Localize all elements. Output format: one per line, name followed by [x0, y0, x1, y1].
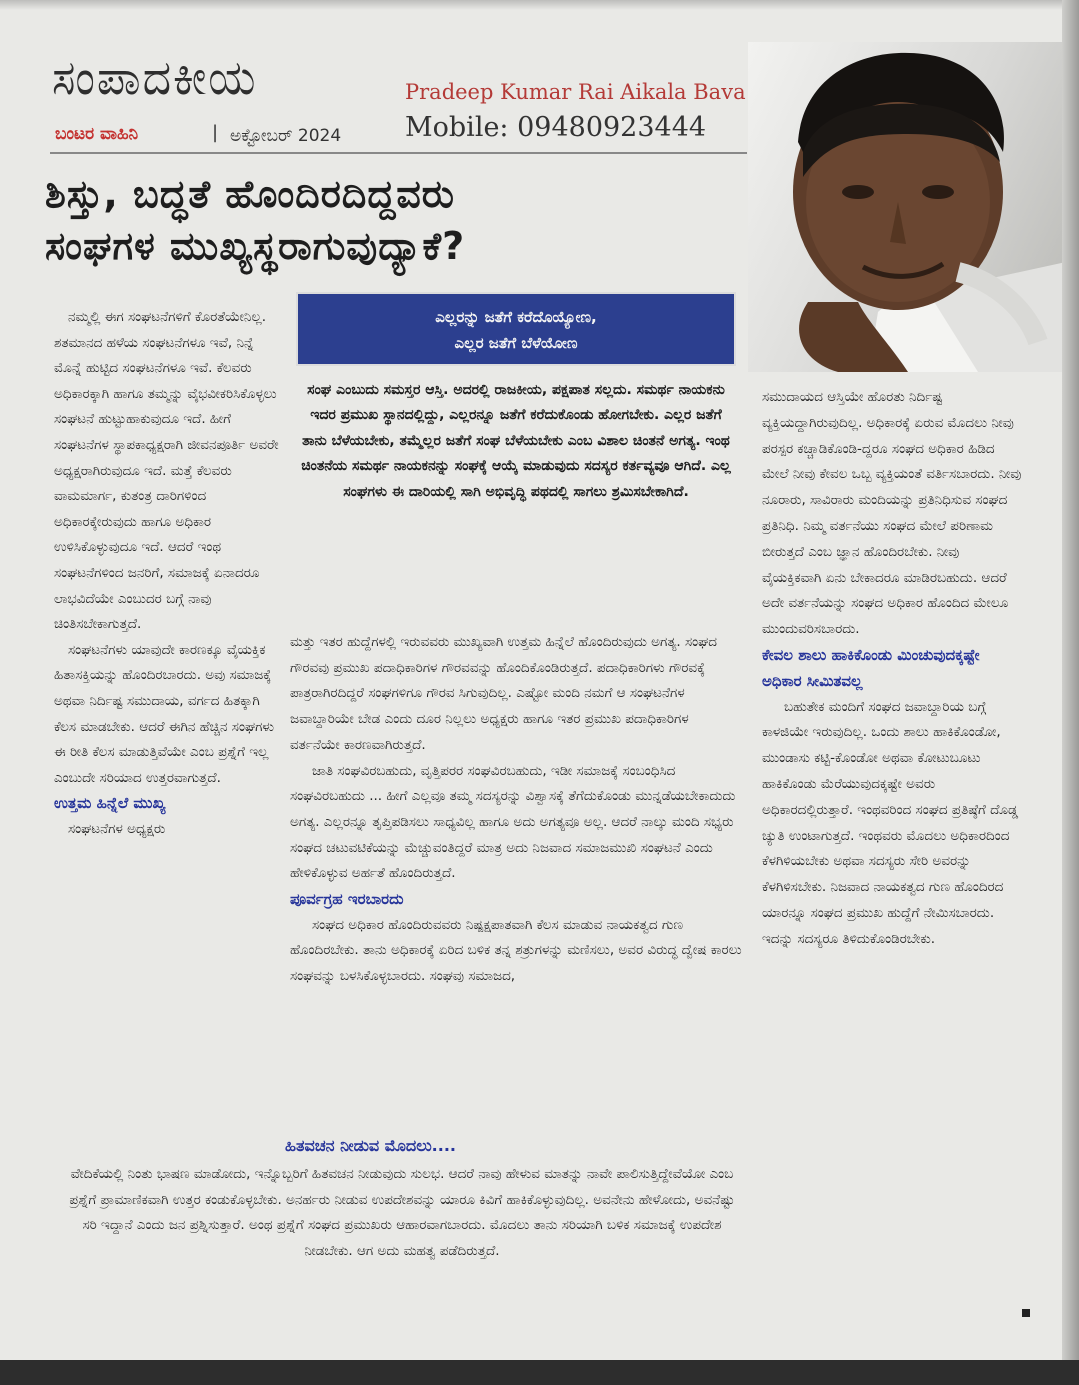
col3-paragraph-1: ಸಮುದಾಯದ ಆಸ್ತಿಯೇ ಹೊರತು ನಿರ್ದಿಷ್ಟ ವ್ಯಕ್ತಿಯದ್ದಾಗಿರುವುದಿಲ್ಲ. ಅಧಿಕಾರಕ್ಕೆ ಏರುವ ಮೊದಲು ನೀವು ಪರಸ್ಪರ ಕಚ್ಚಾಡಿಕೊಂಡಿ-ದ್ದರೂ ಸಂಘದ ಅಧಿಕಾರ ಹಿಡಿದ ಮೇಲೆ ನೀವು ಕೇವಲ ಒಬ್ಬ ವ್ಯಕ್ತಿಯಂತೆ ವರ್ತಿಸಬಾರದು. ನೀವು ನೂರಾರು, ಸಾವಿರಾರು ಮಂದಿಯನ್ನು ಪ್ರತಿನಿಧಿಸುವ ಸಂಘದ ಪ್ರತಿನಿಧಿ. ನಿಮ್ಮ ವರ್ತನೆಯು ಸಂಘದ ಮೇಲೆ ಪರಿಣಾಮ ಬೀರುತ್ತದೆ ಎಂಬ ಜ್ಞಾನ ಹೊಂದಿರಬೇಕು. ನೀವು ವೈಯಕ್ತಿಕವಾಗಿ ಏನು ಬೇಕಾದರೂ ಮಾಡಿರಬಹುದು. ಆದರೆ ಅದೇ ವರ್ತನೆಯನ್ನು ಸಂಘದ ಅಧಿಕಾರ ಹೊಂದಿದ ಮೇಲೂ ಮುಂದುವರಿಸಬಾರದು.: [762, 389, 1022, 638]
author-name: Pradeep Kumar Rai Aikala Bava: [405, 80, 746, 104]
brand-name: ಬಂಟರ ವಾಹಿನಿ: [55, 124, 139, 144]
lead-paragraph: ಸಂಘ ಎಂಬುದು ಸಮಸ್ತರ ಆಸ್ತಿ. ಅದರಲ್ಲಿ ರಾಜಕೀಯ, ಪಕ್ಷಪಾತ ಸಲ್ಲದು. ಸಮರ್ಥ ನಾಯಕನು ಇದರ ಪ್ರಮುಖ ಸ್ಥಾನದಲ್ಲಿದ್ದು, ಎಲ್ಲರನ್ನೂ ಜತೆಗೆ ಕರೆದುಕೊಂಡು ಹೋಗಬೇಕು. ಎಲ್ಲರ ಜತೆಗೆ ತಾನು ಬೆಳೆಯಬೇಕು, ತಮ್ಮೆಲ್ಲರ ಜತೆಗೆ ಸಂಘ ಬೆಳೆಯಬೇಕು ಎಂಬ ವಿಶಾಲ ಚಿಂತನೆ ಅಗತ್ಯ. ಇಂಥ ಚಿಂತನೆಯ ಸಮರ್ಥ ನಾಯಕನನ್ನು ಸಂಘಕ್ಕೆ ಆಯ್ಕೆ ಮಾಡುವುದು ಸದಸ್ಯರ ಕರ್ತವ್ಯವೂ ಆಗಿದೆ. ಎಲ್ಲ ಸಂಘಗಳು ಈ ದಾರಿಯಲ್ಲಿ ಸಾಗಿ ಅಭಿವೃದ್ಧಿ ಪಥದಲ್ಲಿ ಸಾಗಲು ಶ್ರಮಿಸಬೇಕಾಗಿದೆ.: [301, 382, 731, 500]
article-column-3: [762, 385, 1022, 953]
issue-date: ಅಕ್ಟೋಬರ್ 2024: [230, 126, 342, 146]
bottom-paragraph: ವೇದಿಕೆಯಲ್ಲಿ ನಿಂತು ಭಾಷಣ ಮಾಡೋದು, ಇನ್ನೊಬ್ಬರಿಗೆ ಹಿತವಚನ ನೀಡುವುದು ಸುಲಭ. ಆದರೆ ನಾವು ಹೇಳುವ ಮಾತನ್ನು ನಾವೇ ಪಾಲಿಸುತ್ತಿದ್ದೇವೆಯೋ ಎಂಬ ಪ್ರಶ್ನೆಗೆ ಪ್ರಾಮಾಣಿಕವಾಗಿ ಉತ್ತರ ಕಂಡುಕೊಳ್ಳಬೇಕು. ಅನರ್ಹರು ನೀಡುವ ಉಪದೇಶವನ್ನು ಯಾರೂ ಕಿವಿಗೆ ಹಾಕಿಕೊಳ್ಳುವುದಿಲ್ಲ. ಅವನೇನು ಹೇಳೋದು, ಅವನೆಷ್ಟು ಸರಿ ಇದ್ದಾನೆ ಎಂದು ಜನ ಪ್ರಶ್ನಿಸುತ್ತಾರೆ. ಅಂಥ ಪ್ರಶ್ನೆಗೆ ಸಂಘದ ಪ್ರಮುಖರು ಆಹಾರವಾಗಬಾರದು. ಮೊದಲು ತಾನು ಸರಿಯಾಗಿ ಬಳಿಕ ಸಮಾಜಕ್ಕೆ ಉಪದೇಶ ನೀಡಬೇಕು. ಆಗ ಅದು ಮಹತ್ವ ಪಡೆದಿರುತ್ತದೆ.: [69, 1166, 735, 1259]
col2-paragraph-1: ಮತ್ತು ಇತರ ಹುದ್ದೆಗಳಲ್ಲಿ ಇರುವವರು ಮುಖ್ಯವಾಗಿ ಉತ್ತಮ ಹಿನ್ನೆಲೆ ಹೊಂದಿರುವುದು ಅಗತ್ಯ. ಸಂಘದ ಗೌರವವು ಪ್ರಮುಖ ಪದಾಧಿಕಾರಿಗಳ ಗೌರವವನ್ನು ಹೊಂದಿಕೊಂಡಿರುತ್ತದೆ. ಪದಾಧಿಕಾರಿಗಳು ಗೌರವಕ್ಕೆ ಪಾತ್ರರಾಗಿರದಿದ್ದರೆ ಸಂಘಗಳಿಗೂ ಗೌರವ ಸಿಗುವುದಿಲ್ಲ. ಎಷ್ಟೋ ಮಂದಿ ನಮಗೆ ಆ ಸಂಘಟನೆಗಳ ಜವಾಬ್ದಾರಿಯೇ ಬೇಡ ಎಂದು ದೂರ ನಿಲ್ಲಲು ಅಧ್ಯಕ್ಷರು ಹಾಗೂ ಇತರ ಪ್ರಮುಖ ಪದಾಧಿಕಾರಿಗಳ ವರ್ತನೆಯೇ ಕಾರಣವಾಗಿರುತ್ತದೆ.: [290, 634, 717, 753]
article-headline: [45, 168, 745, 272]
article-column-1: [54, 305, 282, 842]
author-mobile: Mobile: 09480923444: [405, 112, 707, 143]
author-portrait-illustration: [748, 42, 1066, 372]
article-end-mark: [1022, 1309, 1030, 1317]
page-edge-shadow: [1062, 0, 1079, 1385]
col2-paragraph-2: ಜಾತಿ ಸಂಘವಿರಬಹುದು, ವೃತ್ತಿಪರರ ಸಂಘವಿರಬಹುದು, ಇಡೀ ಸಮಾಜಕ್ಕೆ ಸಂಬಂಧಿಸಿದ ಸಂಘವಿರಬಹುದು ... ಹೀಗೆ ಎಲ್ಲವೂ ತಮ್ಮ ಸದಸ್ಯರನ್ನು ವಿಶ್ವಾಸಕ್ಕೆ ತೆಗೆದುಕೊಂಡು ಮುನ್ನಡೆಯಬೇಕಾದುದು ಅಗತ್ಯ. ಎಲ್ಲರನ್ನೂ ತೃಪ್ತಿಪಡಿಸಲು ಸಾಧ್ಯವಿಲ್ಲ ಹಾಗೂ ಅದು ಅಗತ್ಯವೂ ಅಲ್ಲ. ಆದರೆ ನಾಲ್ಕು ಮಂದಿ ಸಭ್ಯರು ಸಂಘದ ಚಟುವಟಿಕೆಯನ್ನು ಮೆಚ್ಚುವಂತಿದ್ದರೆ ಮಾತ್ರ ಅದು ನಿಜವಾದ ಸಮಾಜಮುಖಿ ಸಂಘಟನೆ ಎಂದು ಹೇಳಿಕೊಳ್ಳುವ ಅರ್ಹತೆ ಹೊಂದಿರುತ್ತದೆ.: [290, 762, 736, 882]
page-bottom-edge: [0, 1360, 1079, 1385]
col2-paragraph-3: ಸಂಘದ ಅಧಿಕಾರ ಹೊಂದಿರುವವರು ನಿಷ್ಪಕ್ಷಪಾತವಾಗಿ ಕೆಲಸ ಮಾಡುವ ನಾಯಕತ್ವದ ಗುಣ ಹೊಂದಿರಬೇಕು. ತಾನು ಅಧಿಕಾರಕ್ಕೆ ಏರಿದ ಬಳಿಕ ತನ್ನ ಶತ್ರುಗಳನ್ನು ಮಣಿಸಲು, ಅವರ ವಿರುದ್ಧ ದ್ವೇಷ ಕಾರಲು ಸಂಘವನ್ನು ಬಳಸಿಕೊಳ್ಳಬಾರದು. ಸಂಘವು ಸಮಾಜದ,: [290, 916, 742, 985]
headline-line-1: ಶಿಸ್ತು, ಬದ್ಧತೆ ಹೊಂದಿರದಿದ್ದವರು: [45, 172, 455, 216]
headline-line-2: ಸಂಘಗಳ ಮುಖ್ಯಸ್ಥರಾಗುವುದ್ಯಾಕೆ?: [45, 224, 466, 268]
pull-quote: [296, 292, 736, 366]
col1-paragraph-2: ಸಂಘಟನೆಗಳು ಯಾವುದೇ ಕಾರಣಕ್ಕೂ ವೈಯಕ್ತಿಕ ಹಿತಾಸಕ್ತಿಯನ್ನು ಹೊಂದಿರಬಾರದು. ಅವು ಸಮಾಜಕ್ಕೆ ಅಥವಾ ನಿರ್ದಿಷ್ಟ ಸಮುದಾಯ, ವರ್ಗದ ಹಿತಕ್ಕಾಗಿ ಕೆಲಸ ಮಾಡಬೇಕು. ಆದರೆ ಈಗಿನ ಹೆಚ್ಚಿನ ಸಂಘಗಳು ಈ ರೀತಿ ಕೆಲಸ ಮಾಡುತ್ತಿವೆಯೇ ಎಂಬ ಪ್ರಶ್ನೆಗೆ ಇಲ್ಲ ಎಂಬುದೇ ಸರಿಯಾದ ಉತ್ತರವಾಗುತ್ತದೆ.: [54, 641, 275, 786]
col3-paragraph-2: ಬಹುತೇಕ ಮಂದಿಗೆ ಸಂಘದ ಜವಾಬ್ದಾರಿಯ ಬಗ್ಗೆ ಕಾಳಜಿಯೇ ಇರುವುದಿಲ್ಲ. ಒಂದು ಶಾಲು ಹಾಕಿಕೊಂಡೋ, ಮುಂಡಾಸು ಕಟ್ಟಿ-ಕೊಂಡೋ ಅಥವಾ ಕೋಟುಬೂಟು ಹಾಕಿಕೊಂಡು ಮೆರೆಯುವುದಕ್ಕಷ್ಟೇ ಅವರು ಅಧಿಕಾರದಲ್ಲಿರುತ್ತಾರೆ. ಇಂಥವರಿಂದ ಸಂಘದ ಪ್ರತಿಷ್ಠೆಗೆ ದೊಡ್ಡ ಚ್ಯುತಿ ಉಂಟಾಗುತ್ತದೆ. ಇಂಥವರು ಮೊದಲು ಅಧಿಕಾರದಿಂದ ಕೆಳಗಿಳಿಯಬೇಕು ಅಥವಾ ಸದಸ್ಯರು ಸೇರಿ ಅವರನ್ನು ಕೆಳಗಿಳಿಸಬೇಕು. ನಿಜವಾದ ನಾಯಕತ್ವದ ಗುಣ ಹೊಂದಿರದ ಯಾರನ್ನೂ ಸಂಘದ ಪ್ರಮುಖ ಹುದ್ದೆಗೆ ನೇಮಿಸಬಾರದು. ಇದನ್ನು ಸದಸ್ಯರೂ ತಿಳಿದುಕೊಂಡಿರಬೇಕು.: [762, 698, 1019, 947]
pull-quote-line-1: ಎಲ್ಲರನ್ನು ಜತೆಗೆ ಕರೆದೊಯ್ಯೋಣ,: [435, 308, 597, 326]
col1-paragraph-3: ಸಂಘಟನೆಗಳ ಅಧ್ಯಕ್ಷರು: [68, 820, 166, 837]
col3-subhead: ಕೇವಲ ಶಾಲು ಹಾಕಿಕೊಂಡು ಮಿಂಚುವುದಕ್ಕಷ್ಟೇ ಅಧಿಕಾರ ಸೀಮಿತವಲ್ಲ: [762, 645, 980, 690]
col1-paragraph-1: ನಮ್ಮಲ್ಲಿ ಈಗ ಸಂಘಟನೆಗಳಿಗೆ ಕೊರತೆಯೇನಿಲ್ಲ. ಶತಮಾನದ ಹಳೆಯ ಸಂಘಟನೆಗಳೂ ಇವೆ, ನಿನ್ನೆ ಮೊನ್ನೆ ಹುಟ್ಟಿದ ಸಂಘಟನೆಗಳೂ ಇವೆ. ಕೆಲವರು ಅಧಿಕಾರಕ್ಕಾಗಿ ಹಾಗೂ ತಮ್ಮನ್ನು ವೈಭವೀಕರಿಸಿಕೊಳ್ಳಲು ಸಂಘಟನೆ ಹುಟ್ಟುಹಾಕುವುದೂ ಇದೆ. ಹೀಗೆ ಸಂಘಟನೆಗಳ ಸ್ಥಾಪಕಾಧ್ಯಕ್ಷರಾಗಿ ಜೀವನಪೂರ್ತಿ ಅವರೇ ಅಧ್ಯಕ್ಷರಾಗಿರುವುದೂ ಇದೆ. ಮತ್ತೆ ಕೆಲವರು ವಾಮಮಾರ್ಗ, ಕುತಂತ್ರ ದಾರಿಗಳಿಂದ ಅಧಿಕಾರಕ್ಕೇರುವುದು ಹಾಗೂ ಅಧಿಕಾರ ಉಳಿಸಿಕೊಳ್ಳುವುದೂ ಇದೆ. ಆದರೆ ಇಂಥ ಸಂಘಟನೆಗಳಿಂದ ಜನರಿಗೆ, ಸಮಾಜಕ್ಕೆ ಏನಾದರೂ ಲಾಭವಿದೆಯೇ ಎಂಬುದರ ಬಗ್ಗೆ ನಾವು ಚಿಂತಿಸಬೇಕಾಗುತ್ತದೆ.: [54, 309, 279, 633]
col2-subhead: ಪೂರ್ವಗ್ರಹ ಇರಬಾರದು: [290, 890, 404, 909]
bottom-subhead: ಹಿತವಚನ ನೀಡುವ ಮೊದಲು....: [285, 1136, 456, 1155]
pull-quote-line-2: ಎಲ್ಲರ ಜತೆಗೆ ಬೆಳೆಯೋಣ: [454, 334, 578, 352]
author-photo: [748, 42, 1066, 372]
col1-subhead: ಉತ್ತಮ ಹಿನ್ನೆಲೆ ಮುಖ್ಯ: [54, 794, 166, 813]
header-rule: [50, 152, 747, 154]
page-top-shadow: [0, 0, 1079, 10]
section-title: ಸಂಪಾದಕೀಯ: [52, 50, 258, 107]
header-separator: |: [212, 122, 219, 143]
article-column-2: [290, 630, 742, 990]
